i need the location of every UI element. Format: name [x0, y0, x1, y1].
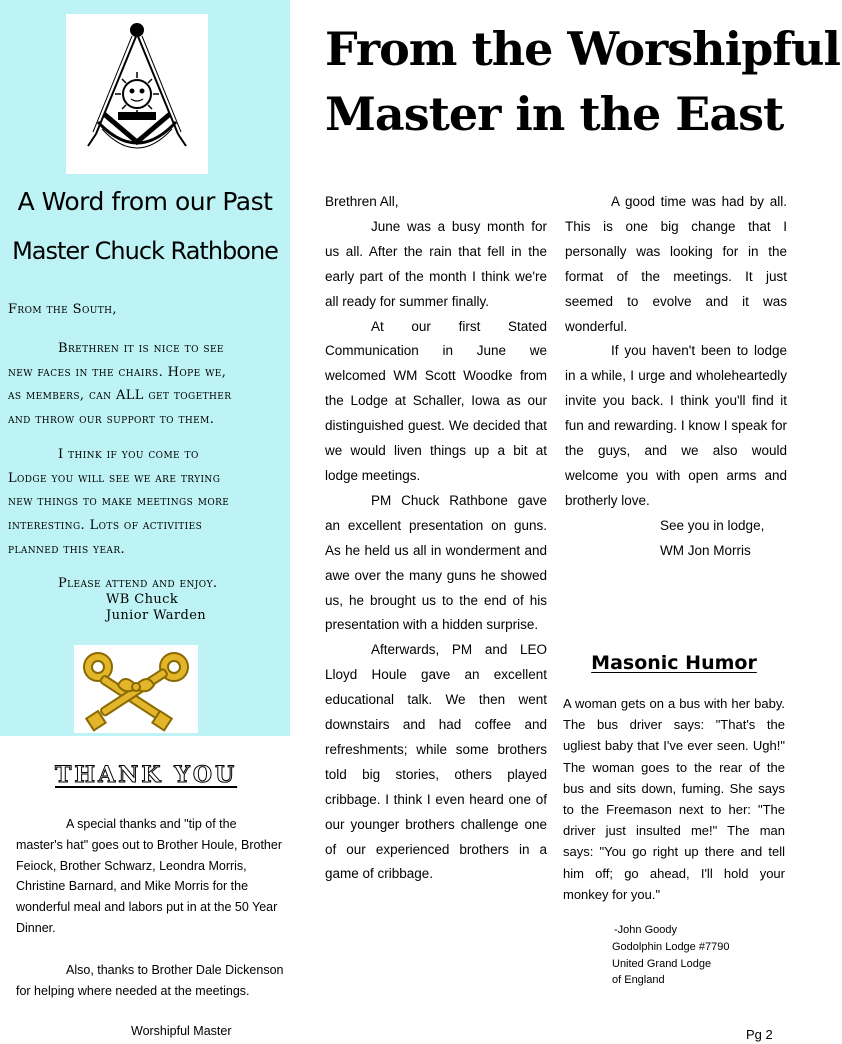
thank-you-title: THANK YOU	[55, 762, 238, 788]
thank-you-paragraph-2: Also, thanks to Brother Dale Dickenson for helping where needed at the meetings.	[16, 963, 284, 998]
sidebar-p1-line: as members, can ALL get together	[8, 388, 232, 404]
sidebar-p1-line: new faces in the chairs. Hope we,	[8, 364, 227, 380]
sidebar-p2-line: Lodge you will see we are trying	[8, 470, 221, 486]
sidebar-p2-line: planned this year.	[8, 541, 126, 557]
thank-you-paragraph-1: A special thanks and "tip of the master's hat" goes out to Brother Houle, Brother Feiock, Brother Schwarz, Leondra Morris, Christine Barnard, and Mike Morris for the wonderful meal and labors put in at the 50 Year Dinner.	[16, 817, 282, 935]
sidebar-p1-line: Brethren it is nice to see	[58, 341, 224, 356]
page-number: Pg 2	[746, 1027, 773, 1042]
sidebar-p2-line: I think if you come to	[58, 447, 199, 462]
sidebar-title-line1: A Word from our Past	[17, 187, 273, 216]
article-salutation: Brethren All,	[325, 194, 399, 209]
attribution-line: United Grand Lodge	[612, 957, 712, 970]
crossed-keys-icon	[74, 645, 198, 733]
thank-you-signoff: Worshipful Master	[131, 1024, 232, 1038]
headline-line2: Master in the East	[325, 87, 784, 141]
sidebar-p2-line: new things to make meetings more	[8, 494, 230, 510]
sidebar-p1-line: and throw our support to them.	[8, 412, 215, 428]
article-paragraph: A good time was had by all. This is one big change that I personally was looking for in the format of the meetings. It just seemed to evolve and it was wonderful.	[565, 194, 787, 334]
article-column-1	[325, 190, 547, 887]
article-closing: See you in lodge,	[660, 517, 765, 533]
article-paragraph: June was a busy month for us all. After the rain that fell in the early part of the month I think we're all ready for summer finally.	[325, 218, 547, 309]
page-title	[325, 24, 840, 139]
sidebar-closing: Please attend and enjoy.	[58, 576, 218, 591]
article-paragraph: At our first Stated Communication in June we welcomed WM Scott Woodke from the Lodge at Schaller, Iowa as our distinguished guest. We decided that we would liven things up a bit at lodge meetings.	[325, 318, 547, 483]
sidebar-title-line2: Master Chuck Rathbone	[12, 237, 278, 265]
article-signature: WM Jon Morris	[660, 542, 751, 558]
past-master-jewel-icon	[66, 14, 208, 174]
article-paragraph: If you haven't been to lodge in a while, I urge and wholeheartedly invite you back. I think you'll find it fun and rewarding. I know I speak for the guys, and we also would welcome you with open arms and brotherly love.	[565, 343, 787, 508]
article-paragraph: Afterwards, PM and LEO Lloyd Houle gave an excellent educational talk. We then went downstairs and had coffee and refreshments; while some brothers told big stories, others played cribbage. I think I even heard one of our younger brothers challenge one of our experienced brothers in a game of cribbage.	[325, 642, 547, 882]
sidebar-panel	[0, 0, 290, 736]
headline-line1: From the Worshipful	[325, 22, 840, 76]
attribution-line: of England	[612, 974, 665, 987]
sidebar-paragraph-1	[8, 337, 231, 432]
humor-title: Masonic Humor	[591, 652, 757, 674]
sidebar-greeting: From the South,	[8, 302, 117, 317]
sidebar-paragraph-2	[8, 443, 229, 562]
sidebar-signature-name: WB Chuck	[106, 592, 179, 607]
sidebar-p2-line: interesting. Lots of activities	[8, 518, 203, 534]
attribution-line: -John Goody	[614, 924, 677, 936]
article-column-2	[565, 190, 787, 564]
article-paragraph: PM Chuck Rathbone gave an excellent presentation on guns. As he held us all in wonderment and awe over the many guns he showed us, he brought us to the end of his presentation with a hidden surprise.	[325, 492, 547, 633]
attribution-line: Godolphin Lodge #7790	[612, 940, 730, 953]
humor-attribution	[612, 922, 729, 989]
sidebar-signature-title: Junior Warden	[106, 608, 207, 623]
humor-body: A woman gets on a bus with her baby. The bus driver says: "That's the ugliest baby that I've ever seen. Ugh!" The woman goes to the rear of the bus and sits down, fuming. She says to the Freemason next to her: "The driver just insulted me!" The man says: "You go right up there and tell him off; go ahead, I'll hold your monkey for you."	[563, 696, 785, 902]
